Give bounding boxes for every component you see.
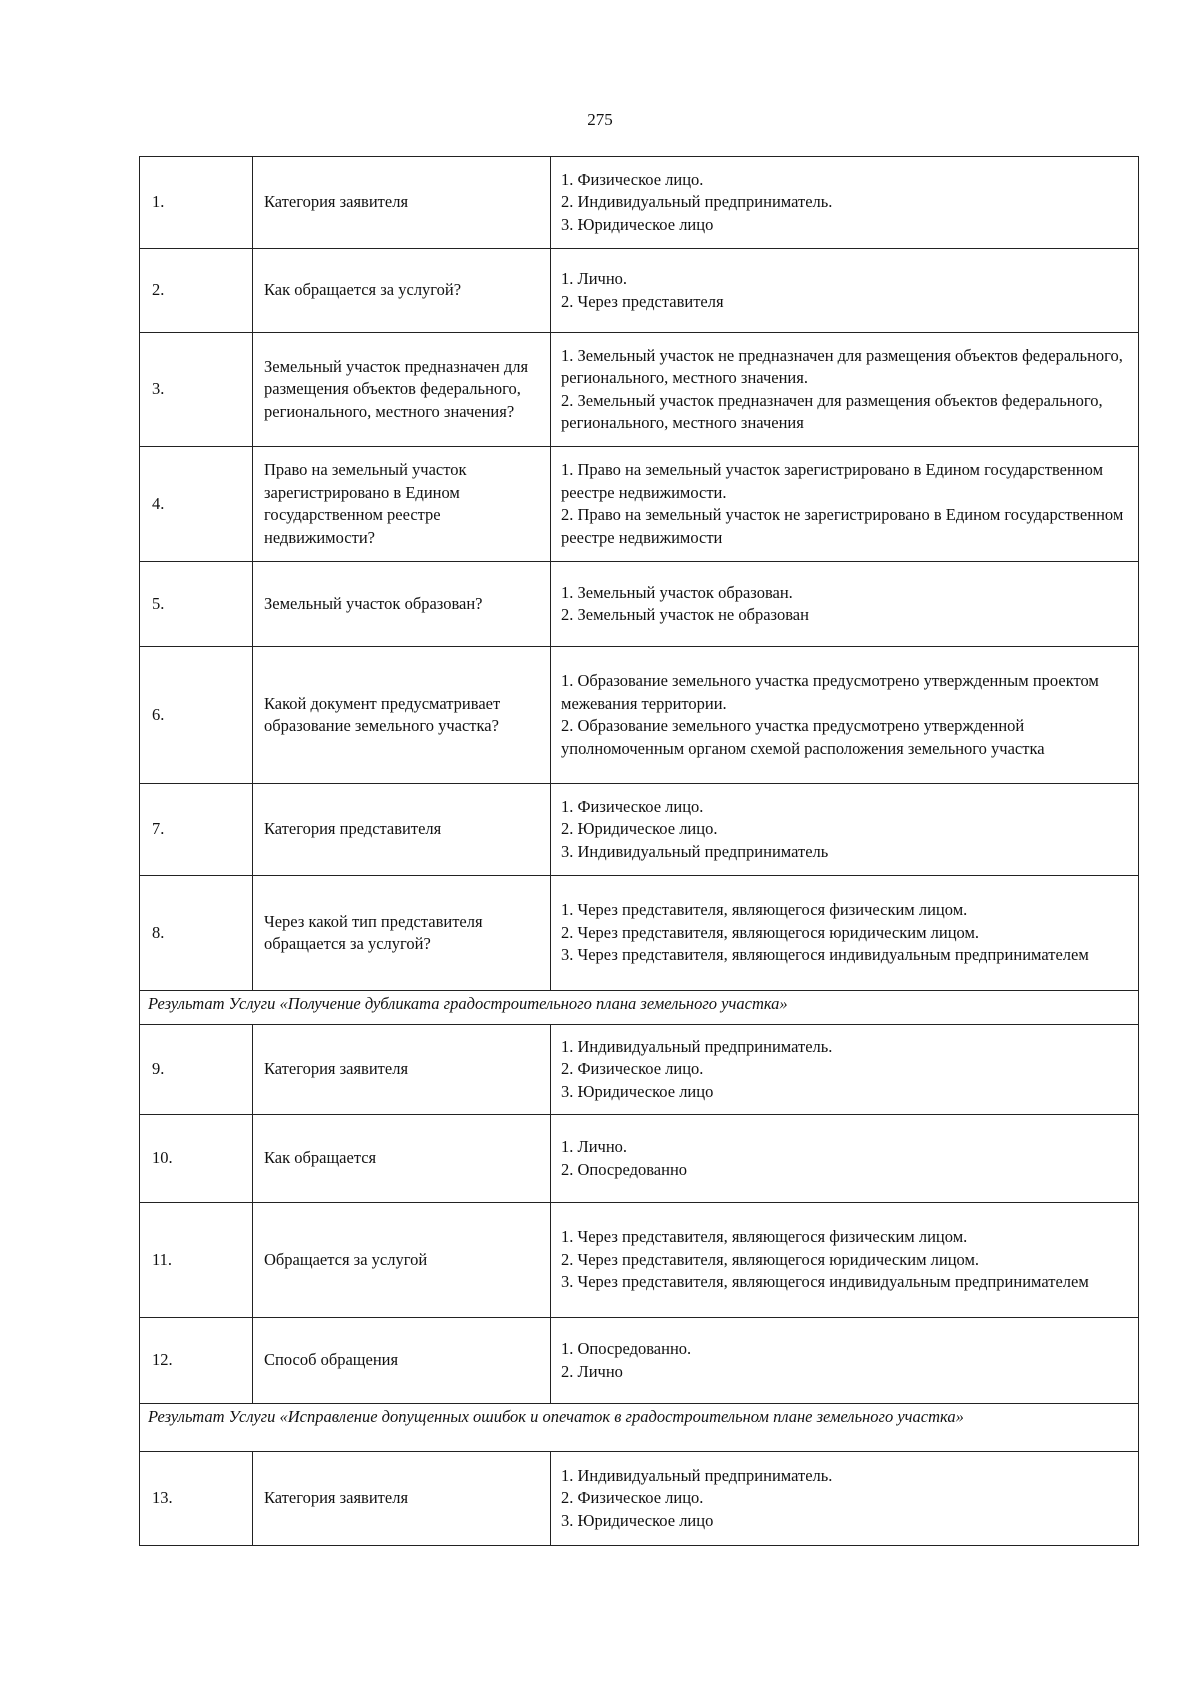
answer-option: 2. Юридическое лицо. [561, 819, 718, 839]
answer-option: 3. Индивидуальный предприниматель [561, 841, 829, 861]
answer-option: 2. Через представителя [561, 291, 724, 311]
criterion-answers [551, 1318, 1139, 1404]
answer-option: 2. Образование земельного участка предусмотрено утвержденной уполномоченным органом схемой расположения земельного участка [561, 716, 1045, 758]
answer-option: 3. Через представителя, являющегося индивидуальным предпринимателем [561, 945, 1089, 965]
criterion-question: Право на земельный участок зарегистрировано в Едином государственном реестре недвижимости? [253, 447, 551, 562]
answer-option: 3. Юридическое лицо [561, 1510, 714, 1530]
section-title: Результат Услуги «Исправление допущенных ошибок и опечаток в градостроительном плане земельного участка» [140, 1404, 1139, 1452]
table-row [140, 1025, 1139, 1115]
row-number: 8. [140, 876, 253, 991]
answer-option: 1. Индивидуальный предприниматель. [561, 1465, 833, 1485]
criterion-question: Способ обращения [253, 1318, 551, 1404]
criterion-question: Как обращается за услугой? [253, 249, 551, 333]
criterion-answers [551, 1203, 1139, 1318]
page-number: 275 [587, 110, 613, 129]
table-row [140, 447, 1139, 562]
answer-option: 2. Лично [561, 1361, 623, 1381]
row-number: 13. [140, 1452, 253, 1546]
answer-option: 1. Лично. [561, 269, 628, 288]
criteria-table-body [140, 157, 1139, 1546]
answer-option: 2. Право на земельный участок не зарегистрировано в Едином государственном реестре недвижимости [561, 505, 1124, 547]
table-row [140, 333, 1139, 447]
table-row [140, 876, 1139, 991]
row-number: 5. [140, 562, 253, 647]
criterion-answers [551, 447, 1139, 562]
answer-option: 1. Опосредованно. [561, 1339, 692, 1358]
criterion-question: Земельный участок предназначен для размещения объектов федерального, регионального, местного значения? [253, 333, 551, 447]
criterion-question: Какой документ предусматривает образование земельного участка? [253, 647, 551, 784]
answer-option: 3. Через представителя, являющегося индивидуальным предпринимателем [561, 1272, 1089, 1292]
row-number: 10. [140, 1115, 253, 1203]
table-row [140, 1115, 1139, 1203]
criterion-question: Через какой тип представителя обращается за услугой? [253, 876, 551, 991]
criterion-question: Категория заявителя [253, 1025, 551, 1115]
answer-option: 2. Индивидуальный предприниматель. [561, 192, 833, 212]
answer-option: 3. Юридическое лицо [561, 1081, 714, 1101]
row-number: 6. [140, 647, 253, 784]
section-title: Результат Услуги «Получение дубликата градостроительного плана земельного участка» [140, 991, 1139, 1025]
answer-option: 1. Право на земельный участок зарегистрировано в Едином государственном реестре недвижимости. [561, 460, 1104, 502]
row-number: 9. [140, 1025, 253, 1115]
criterion-answers [551, 249, 1139, 333]
criterion-answers [551, 333, 1139, 447]
criterion-answers [551, 1452, 1139, 1546]
answer-option: 2. Опосредованно [561, 1159, 688, 1179]
answer-option: 3. Юридическое лицо [561, 214, 714, 234]
criterion-question: Как обращается [253, 1115, 551, 1203]
answer-option: 1. Физическое лицо. [561, 796, 704, 816]
answer-option: 2. Земельный участок не образован [561, 605, 809, 624]
answer-option: 1. Образование земельного участка предусмотрено утвержденным проектом межевания территории. [561, 671, 1099, 713]
table-row [140, 157, 1139, 249]
table-row [140, 1318, 1139, 1404]
table-row [140, 1452, 1139, 1546]
criterion-question: Категория заявителя [253, 1452, 551, 1546]
answer-option: 2. Через представителя, являющегося юридическим лицом. [561, 1249, 980, 1269]
table-row [140, 784, 1139, 876]
criterion-answers [551, 157, 1139, 249]
answer-option: 2. Физическое лицо. [561, 1059, 704, 1079]
criterion-question: Земельный участок образован? [253, 562, 551, 647]
row-number: 3. [140, 333, 253, 447]
criterion-answers [551, 784, 1139, 876]
row-number: 12. [140, 1318, 253, 1404]
answer-option: 1. Через представителя, являющегося физическим лицом. [561, 1227, 968, 1247]
section-row [140, 1404, 1139, 1452]
answer-option: 1. Через представителя, являющегося физическим лицом. [561, 900, 968, 920]
criterion-answers [551, 647, 1139, 784]
answer-option: 2. Через представителя, являющегося юридическим лицом. [561, 922, 980, 942]
criterion-question: Категория заявителя [253, 157, 551, 249]
criterion-answers [551, 876, 1139, 991]
table-row [140, 562, 1139, 647]
row-number: 7. [140, 784, 253, 876]
answer-option: 1. Земельный участок не предназначен для размещения объектов федерального, регионального, местного значения. [561, 345, 1123, 387]
row-number: 4. [140, 447, 253, 562]
answer-option: 1. Лично. [561, 1137, 628, 1156]
row-number: 2. [140, 249, 253, 333]
criterion-answers [551, 562, 1139, 647]
answer-option: 1. Земельный участок образован. [561, 582, 793, 602]
criterion-answers [551, 1025, 1139, 1115]
section-row [140, 991, 1139, 1025]
answer-option: 2. Земельный участок предназначен для размещения объектов федерального, регионального, местного значения [561, 390, 1103, 432]
criterion-question: Категория представителя [253, 784, 551, 876]
table-row [140, 647, 1139, 784]
table-row [140, 1203, 1139, 1318]
criteria-table [139, 156, 1139, 1546]
answer-option: 2. Физическое лицо. [561, 1488, 704, 1508]
row-number: 11. [140, 1203, 253, 1318]
criterion-question: Обращается за услугой [253, 1203, 551, 1318]
table-row [140, 249, 1139, 333]
criterion-answers [551, 1115, 1139, 1203]
answer-option: 1. Физическое лицо. [561, 169, 704, 189]
row-number: 1. [140, 157, 253, 249]
answer-option: 1. Индивидуальный предприниматель. [561, 1036, 833, 1056]
